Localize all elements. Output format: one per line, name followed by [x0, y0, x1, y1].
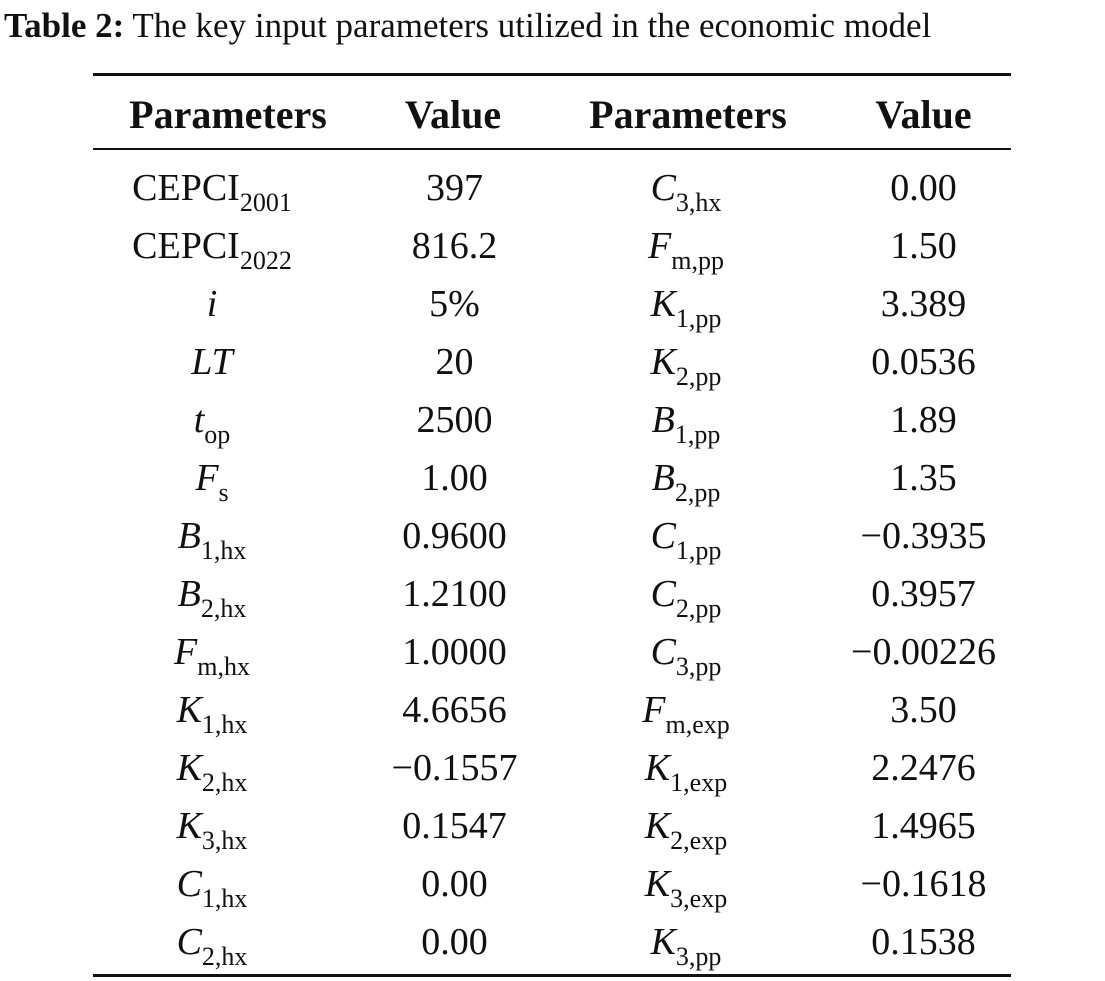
- parameter-cell-subscript: 2001: [239, 188, 292, 217]
- parameter-cell-symbol: K: [650, 341, 676, 383]
- parameter-cell-subscript: 3,pp: [675, 652, 722, 681]
- parameter-cell-symbol: C: [176, 863, 202, 905]
- parameter-cell-symbol: F: [642, 689, 666, 731]
- parameter-cell-subscript: 1,pp: [675, 536, 722, 565]
- parameter-cell: [93, 623, 331, 681]
- parameter-cell-subscript: m,pp: [671, 246, 724, 275]
- parameter-cell-symbol: K: [650, 921, 676, 963]
- table-row: [93, 739, 1011, 797]
- table-row: [93, 275, 1011, 333]
- header-parameters-1: Parameters: [129, 92, 327, 137]
- parameter-cell-symbol: K: [176, 747, 202, 789]
- parameter-cell-symbol: K: [644, 747, 671, 789]
- parameter-cell-symbol: B: [651, 399, 675, 441]
- parameter-cell: [536, 217, 836, 275]
- table-caption-label: Table 2:: [4, 6, 125, 45]
- parameter-cell-subscript: s: [218, 478, 229, 507]
- parameter-cell-symbol: K: [644, 805, 671, 847]
- value-cell: 3.389: [880, 283, 967, 325]
- parameter-cell-subscript: op: [204, 420, 231, 449]
- parameter-cell: [536, 449, 836, 507]
- parameter-cell: [536, 275, 836, 333]
- value-cell: −0.00226: [851, 631, 996, 673]
- table-row: [93, 159, 1011, 217]
- parameter-cell: [536, 623, 836, 681]
- parameter-cell-subscript: 3,exp: [670, 884, 728, 913]
- parameter-cell-subscript: 1,exp: [670, 768, 728, 797]
- parameter-cell-subscript: 3,hx: [201, 826, 248, 855]
- parameter-cell: [93, 449, 331, 507]
- header-value-1: Value: [404, 92, 502, 137]
- parameter-cell: [536, 739, 836, 797]
- parameter-cell-symbol: K: [176, 805, 202, 847]
- parameter-cell-symbol: C: [650, 167, 676, 209]
- table-row: [93, 913, 1011, 971]
- parameter-cell: [93, 739, 331, 797]
- value-cell: 5%: [429, 283, 480, 325]
- header-value-2: Value: [875, 92, 972, 137]
- table-row: [93, 565, 1011, 623]
- parameter-cell-symbol: C: [650, 631, 676, 673]
- table-row: [93, 391, 1011, 449]
- parameter-cell: [93, 681, 331, 739]
- parameter-cell-subscript: m,exp: [665, 710, 730, 739]
- value-cell: 0.00: [421, 863, 488, 905]
- table-header-rule: [93, 148, 1011, 150]
- parameter-cell-symbol: B: [177, 515, 201, 557]
- parameter-cell: [536, 333, 836, 391]
- parameter-cell-subscript: 2,hx: [201, 768, 248, 797]
- parameter-cell-symbol: F: [648, 225, 672, 267]
- parameter-cell-symbol: K: [644, 863, 671, 905]
- table-row: [93, 449, 1011, 507]
- parameter-cell-subscript: 2,pp: [675, 362, 722, 391]
- table-caption: [0, 6, 1105, 46]
- parameter-cell-subscript: 3,pp: [675, 942, 722, 971]
- value-cell: 4.6656: [402, 689, 507, 731]
- table-bottom-rule: [93, 974, 1011, 977]
- value-cell: 1.2100: [402, 573, 507, 615]
- parameter-cell: [536, 507, 836, 565]
- table-row: [93, 623, 1011, 681]
- table-row: [93, 217, 1011, 275]
- table-header-row: [93, 86, 1011, 144]
- value-cell: 20: [435, 341, 474, 383]
- parameter-cell: [93, 275, 331, 333]
- parameter-cell: [536, 797, 836, 855]
- parameter-cell: [93, 913, 331, 971]
- parameter-cell-symbol: C: [650, 515, 676, 557]
- table-row: [93, 797, 1011, 855]
- value-cell: 1.35: [890, 457, 957, 499]
- parameter-cell-symbol: CEPCI: [132, 225, 240, 267]
- value-cell: −0.1618: [860, 863, 987, 905]
- value-cell: 0.9600: [402, 515, 507, 557]
- parameter-cell-symbol: LT: [191, 341, 233, 383]
- parameter-cell-subscript: 2,pp: [674, 478, 721, 507]
- value-cell: 1.0000: [402, 631, 507, 673]
- value-cell: 3.50: [890, 689, 957, 731]
- parameter-cell: [536, 681, 836, 739]
- parameter-cell-subscript: 2,hx: [201, 942, 248, 971]
- parameter-cell-symbol: CEPCI: [132, 167, 240, 209]
- parameter-cell-symbol: t: [193, 399, 205, 441]
- parameter-cell-subscript: m,hx: [197, 652, 250, 681]
- parameter-cell-subscript: 1,pp: [674, 420, 721, 449]
- parameter-cell-subscript: 1,hx: [201, 884, 248, 913]
- value-cell: 2.2476: [871, 747, 976, 789]
- parameter-cell: [536, 391, 836, 449]
- value-cell: 0.00: [421, 921, 488, 963]
- parameter-cell: [536, 159, 836, 217]
- table-top-rule: [93, 73, 1011, 76]
- table-caption-text: The key input parameters utilized in the economic model: [132, 6, 932, 45]
- table-row: [93, 507, 1011, 565]
- parameter-cell-symbol: B: [177, 573, 201, 615]
- value-cell: 1.4965: [871, 805, 976, 847]
- parameter-cell: [536, 913, 836, 971]
- value-cell: 0.0536: [871, 341, 976, 383]
- parameter-cell-subscript: 3,hx: [675, 188, 722, 217]
- value-cell: 0.1538: [871, 921, 976, 963]
- parameter-cell-symbol: i: [206, 283, 218, 325]
- value-cell: −0.3935: [860, 515, 987, 557]
- parameter-cell-subscript: 1,pp: [675, 304, 722, 333]
- parameter-cell-symbol: F: [174, 631, 198, 673]
- parameter-cell: [93, 565, 331, 623]
- value-cell: 1.50: [890, 225, 957, 267]
- parameter-cell-symbol: K: [650, 283, 676, 325]
- value-cell: 2500: [416, 399, 493, 441]
- value-cell: 397: [426, 167, 483, 209]
- table-row: [93, 333, 1011, 391]
- parameter-cell-subscript: 2,pp: [675, 594, 722, 623]
- value-cell: −0.1557: [391, 747, 518, 789]
- parameter-cell: [536, 565, 836, 623]
- table-row: [93, 681, 1011, 739]
- parameter-cell: [93, 797, 331, 855]
- parameter-cell: [93, 507, 331, 565]
- parameter-cell-subscript: 1,hx: [201, 710, 248, 739]
- value-cell: 0.1547: [402, 805, 507, 847]
- parameter-cell: [93, 855, 331, 913]
- parameter-cell: [93, 391, 331, 449]
- parameter-cell: [93, 217, 331, 275]
- parameter-cell-symbol: C: [176, 921, 202, 963]
- parameter-cell-subscript: 2,hx: [200, 594, 247, 623]
- parameter-cell-subscript: 1,hx: [200, 536, 247, 565]
- value-cell: 1.00: [421, 457, 488, 499]
- value-cell: 1.89: [890, 399, 957, 441]
- parameter-cell-subscript: 2022: [239, 246, 292, 275]
- parameter-cell: [93, 159, 331, 217]
- parameter-cell-subscript: 2,exp: [670, 826, 728, 855]
- value-cell: 816.2: [411, 225, 498, 267]
- parameter-cell-symbol: C: [650, 573, 676, 615]
- parameter-cell-symbol: K: [176, 689, 202, 731]
- table-row: [93, 855, 1011, 913]
- value-cell: 0.3957: [871, 573, 976, 615]
- value-cell: 0.00: [890, 167, 957, 209]
- parameter-cell: [536, 855, 836, 913]
- parameter-cell-symbol: F: [195, 457, 219, 499]
- parameter-cell: [93, 333, 331, 391]
- parameter-cell-symbol: B: [651, 457, 675, 499]
- header-parameters-2: Parameters: [589, 92, 787, 137]
